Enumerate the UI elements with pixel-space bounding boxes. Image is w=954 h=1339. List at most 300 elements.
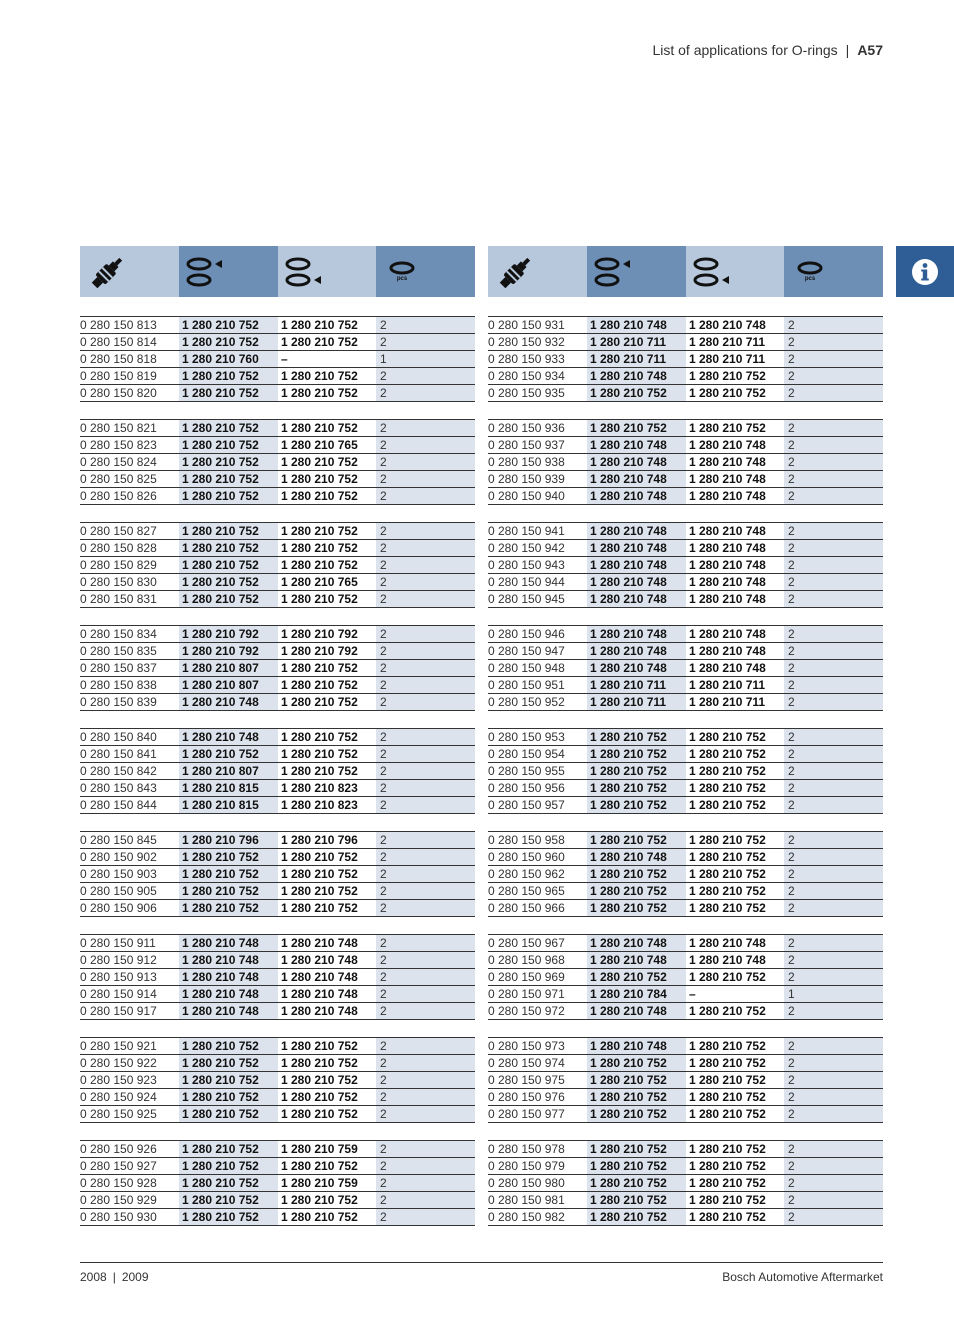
quantity-cell: 2 bbox=[376, 334, 475, 350]
o-ring-bottom-part-cell: 1 280 210 752 bbox=[281, 1056, 358, 1070]
injector-number-cell: 0 280 150 839 bbox=[80, 695, 157, 709]
injector-number-cell: 0 280 150 932 bbox=[488, 335, 565, 349]
application-table-left bbox=[80, 246, 475, 1243]
injector-number-cell: 0 280 150 906 bbox=[80, 901, 157, 915]
o-ring-bottom-part-cell: 1 280 210 752 bbox=[281, 1159, 358, 1173]
table-row bbox=[488, 368, 883, 385]
o-ring-top-part-cell: 1 280 210 752 bbox=[179, 849, 278, 865]
table-row bbox=[488, 797, 883, 814]
table-row bbox=[80, 900, 475, 917]
o-ring-top-part-cell: 1 280 210 752 bbox=[179, 1175, 278, 1191]
table-row bbox=[80, 368, 475, 385]
o-ring-bottom-part-cell: 1 280 210 752 bbox=[281, 489, 358, 503]
header-title: List of applications for O-rings bbox=[652, 42, 838, 58]
table-row bbox=[488, 523, 883, 540]
quantity-cell: 2 bbox=[376, 540, 475, 556]
o-ring-bottom-part-cell: 1 280 210 752 bbox=[689, 1193, 766, 1207]
table-row bbox=[488, 574, 883, 591]
o-ring-bottom-part-cell: 1 280 210 765 bbox=[281, 438, 358, 452]
o-ring-top-part-cell: 1 280 210 752 bbox=[179, 488, 278, 504]
injector-number-cell: 0 280 150 913 bbox=[80, 970, 157, 984]
o-ring-top-part-cell: 1 280 210 752 bbox=[179, 471, 278, 487]
quantity-cell: 2 bbox=[784, 1141, 883, 1157]
row-group bbox=[80, 934, 475, 1020]
injector-icon bbox=[494, 252, 538, 292]
injector-number-cell: 0 280 150 841 bbox=[80, 747, 157, 761]
o-ring-top-part-cell: 1 280 210 815 bbox=[179, 797, 278, 813]
injector-number-cell: 0 280 150 905 bbox=[80, 884, 157, 898]
row-group bbox=[488, 728, 883, 814]
injector-number-cell: 0 280 150 969 bbox=[488, 970, 565, 984]
footer-years bbox=[80, 1270, 149, 1284]
quantity-cell: 2 bbox=[784, 1089, 883, 1105]
table-row bbox=[488, 334, 883, 351]
header-cell-oring-top bbox=[179, 246, 278, 297]
o-ring-top-part-cell: 1 280 210 752 bbox=[587, 1175, 686, 1191]
o-ring-bottom-part-cell: 1 280 210 752 bbox=[689, 1004, 766, 1018]
o-ring-top-part-cell: 1 280 210 752 bbox=[587, 1089, 686, 1105]
quantity-cell: 2 bbox=[376, 832, 475, 848]
o-ring-bottom-part-cell: 1 280 210 796 bbox=[281, 833, 358, 847]
injector-number-cell: 0 280 150 829 bbox=[80, 558, 157, 572]
o-ring-bottom-part-cell: 1 280 210 752 bbox=[689, 781, 766, 795]
o-ring-bottom-part-cell: 1 280 210 748 bbox=[689, 541, 766, 555]
o-ring-top-part-cell: 1 280 210 752 bbox=[179, 1072, 278, 1088]
o-ring-bottom-part-cell: 1 280 210 748 bbox=[689, 627, 766, 641]
o-ring-top-part-cell: 1 280 210 711 bbox=[587, 334, 686, 350]
injector-number-cell: 0 280 150 831 bbox=[80, 592, 157, 606]
o-ring-bottom-part-cell: 1 280 210 752 bbox=[689, 421, 766, 435]
header-cell-oring-bottom bbox=[686, 246, 784, 297]
o-ring-bottom-part-cell: 1 280 210 752 bbox=[281, 747, 358, 761]
injector-number-cell: 0 280 150 921 bbox=[80, 1039, 157, 1053]
footer-publisher: Bosch Automotive Aftermarket bbox=[722, 1270, 883, 1284]
o-ring-top-part-cell: 1 280 210 752 bbox=[587, 797, 686, 813]
o-ring-bottom-part-cell: 1 280 210 748 bbox=[689, 936, 766, 950]
o-ring-top-part-cell: 1 280 210 752 bbox=[179, 1209, 278, 1225]
o-ring-top-part-cell: 1 280 210 748 bbox=[587, 935, 686, 951]
o-ring-top-part-cell: 1 280 210 748 bbox=[179, 952, 278, 968]
pcs-label: pcs bbox=[804, 276, 816, 282]
o-ring-top-part-cell: 1 280 210 752 bbox=[179, 591, 278, 607]
o-ring-bottom-part-cell: 1 280 210 752 bbox=[281, 1090, 358, 1104]
o-ring-bottom-part-cell: 1 280 210 752 bbox=[689, 901, 766, 915]
injector-number-cell: 0 280 150 974 bbox=[488, 1056, 565, 1070]
o-ring-top-part-cell: 1 280 210 748 bbox=[179, 969, 278, 985]
row-group bbox=[80, 316, 475, 402]
quantity-cell: 2 bbox=[784, 574, 883, 590]
quantity-cell: 2 bbox=[376, 523, 475, 539]
o-ring-top-part-cell: 1 280 210 748 bbox=[587, 471, 686, 487]
row-group bbox=[488, 934, 883, 1020]
page-header bbox=[652, 42, 883, 58]
quantity-cell: 2 bbox=[784, 780, 883, 796]
injector-number-cell: 0 280 150 930 bbox=[80, 1210, 157, 1224]
injector-number-cell: 0 280 150 941 bbox=[488, 524, 565, 538]
table-row bbox=[488, 935, 883, 952]
quantity-cell: 2 bbox=[784, 1209, 883, 1225]
injector-number-cell: 0 280 150 942 bbox=[488, 541, 565, 555]
quantity-cell: 2 bbox=[784, 797, 883, 813]
table-row bbox=[80, 523, 475, 540]
table-row bbox=[80, 1055, 475, 1072]
o-ring-top-part-cell: 1 280 210 752 bbox=[587, 1141, 686, 1157]
quantity-cell: 2 bbox=[376, 1055, 475, 1071]
injector-number-cell: 0 280 150 977 bbox=[488, 1107, 565, 1121]
injector-number-cell: 0 280 150 948 bbox=[488, 661, 565, 675]
o-ring-bottom-part-cell: 1 280 210 752 bbox=[281, 421, 358, 435]
injector-number-cell: 0 280 150 951 bbox=[488, 678, 565, 692]
quantity-cell: 2 bbox=[376, 574, 475, 590]
table-row bbox=[488, 1158, 883, 1175]
o-ring-top-part-cell: 1 280 210 752 bbox=[587, 763, 686, 779]
o-ring-bottom-part-cell: 1 280 210 752 bbox=[281, 455, 358, 469]
o-ring-top-part-cell: 1 280 210 752 bbox=[179, 1089, 278, 1105]
injector-number-cell: 0 280 150 972 bbox=[488, 1004, 565, 1018]
o-ring-top-part-cell: 1 280 210 752 bbox=[587, 746, 686, 762]
quantity-cell: 2 bbox=[784, 540, 883, 556]
table-row bbox=[488, 437, 883, 454]
injector-number-cell: 0 280 150 958 bbox=[488, 833, 565, 847]
row-group bbox=[488, 831, 883, 917]
injector-number-cell: 0 280 150 957 bbox=[488, 798, 565, 812]
quantity-cell: 2 bbox=[784, 420, 883, 436]
injector-number-cell: 0 280 150 926 bbox=[80, 1142, 157, 1156]
o-ring-quantity-icon bbox=[796, 261, 824, 275]
injector-number-cell: 0 280 150 973 bbox=[488, 1039, 565, 1053]
quantity-cell: 2 bbox=[376, 454, 475, 470]
injector-number-cell: 0 280 150 931 bbox=[488, 318, 565, 332]
table-row bbox=[488, 1003, 883, 1020]
o-ring-top-part-cell: 1 280 210 748 bbox=[587, 626, 686, 642]
table-row bbox=[488, 694, 883, 711]
table-row bbox=[80, 471, 475, 488]
injector-number-cell: 0 280 150 978 bbox=[488, 1142, 565, 1156]
o-ring-top-part-cell: 1 280 210 784 bbox=[587, 986, 686, 1002]
quantity-cell: 2 bbox=[376, 626, 475, 642]
injector-number-cell: 0 280 150 828 bbox=[80, 541, 157, 555]
o-ring-top-part-cell: 1 280 210 752 bbox=[587, 900, 686, 916]
table-row bbox=[488, 677, 883, 694]
table-row bbox=[80, 866, 475, 883]
table-row bbox=[488, 1141, 883, 1158]
o-ring-bottom-part-cell: – bbox=[281, 352, 288, 366]
injector-number-cell: 0 280 150 837 bbox=[80, 661, 157, 675]
o-ring-top-part-cell: 1 280 210 796 bbox=[179, 832, 278, 848]
table-row bbox=[80, 763, 475, 780]
quantity-cell: 2 bbox=[784, 488, 883, 504]
table-row bbox=[488, 952, 883, 969]
injector-number-cell: 0 280 150 936 bbox=[488, 421, 565, 435]
o-ring-top-part-cell: 1 280 210 752 bbox=[179, 1141, 278, 1157]
table-row bbox=[80, 729, 475, 746]
o-ring-top-part-cell: 1 280 210 752 bbox=[587, 1055, 686, 1071]
quantity-cell: 2 bbox=[784, 523, 883, 539]
quantity-cell: 2 bbox=[376, 797, 475, 813]
row-group bbox=[488, 316, 883, 402]
quantity-cell: 2 bbox=[784, 866, 883, 882]
injector-number-cell: 0 280 150 965 bbox=[488, 884, 565, 898]
quantity-cell: 2 bbox=[376, 591, 475, 607]
quantity-cell: 2 bbox=[376, 643, 475, 659]
header-cell-oring-top bbox=[587, 246, 686, 297]
table-row bbox=[488, 866, 883, 883]
o-ring-bottom-part-cell: 1 280 210 752 bbox=[281, 369, 358, 383]
table-row bbox=[80, 317, 475, 334]
o-ring-top-part-cell: 1 280 210 752 bbox=[587, 1158, 686, 1174]
injector-number-cell: 0 280 150 824 bbox=[80, 455, 157, 469]
pcs-label: pcs bbox=[396, 276, 408, 282]
o-ring-top-part-cell: 1 280 210 752 bbox=[587, 1192, 686, 1208]
o-ring-bottom-part-cell: 1 280 210 748 bbox=[689, 524, 766, 538]
o-ring-top-part-cell: 1 280 210 752 bbox=[179, 1106, 278, 1122]
o-ring-bottom-part-cell: 1 280 210 752 bbox=[689, 747, 766, 761]
injector-number-cell: 0 280 150 980 bbox=[488, 1176, 565, 1190]
quantity-cell: 2 bbox=[376, 849, 475, 865]
table-row bbox=[80, 969, 475, 986]
o-ring-bottom-part-cell: 1 280 210 752 bbox=[689, 884, 766, 898]
quantity-cell: 1 bbox=[784, 986, 883, 1002]
o-ring-bottom-part-cell: 1 280 210 752 bbox=[281, 1039, 358, 1053]
table-row bbox=[80, 849, 475, 866]
footer-rule bbox=[80, 1262, 883, 1263]
o-ring-bottom-part-cell: 1 280 210 752 bbox=[281, 901, 358, 915]
quantity-cell: 2 bbox=[784, 591, 883, 607]
injector-number-cell: 0 280 150 946 bbox=[488, 627, 565, 641]
table-body bbox=[80, 316, 475, 1226]
o-ring-bottom-part-cell: 1 280 210 752 bbox=[689, 1090, 766, 1104]
injector-number-cell: 0 280 150 842 bbox=[80, 764, 157, 778]
table-row bbox=[80, 385, 475, 402]
o-ring-top-part-cell: 1 280 210 752 bbox=[179, 574, 278, 590]
quantity-cell: 2 bbox=[376, 677, 475, 693]
quantity-cell: 2 bbox=[784, 317, 883, 333]
quantity-cell: 2 bbox=[376, 420, 475, 436]
quantity-cell: 2 bbox=[784, 677, 883, 693]
o-ring-pair-top-icon bbox=[185, 254, 229, 290]
o-ring-bottom-part-cell: 1 280 210 759 bbox=[281, 1142, 358, 1156]
o-ring-top-part-cell: 1 280 210 748 bbox=[587, 643, 686, 659]
o-ring-bottom-part-cell: 1 280 210 752 bbox=[689, 1073, 766, 1087]
o-ring-bottom-part-cell: 1 280 210 752 bbox=[689, 833, 766, 847]
table-row bbox=[488, 1038, 883, 1055]
injector-number-cell: 0 280 150 818 bbox=[80, 352, 157, 366]
o-ring-bottom-part-cell: 1 280 210 748 bbox=[689, 558, 766, 572]
table-row bbox=[488, 832, 883, 849]
o-ring-top-part-cell: 1 280 210 752 bbox=[179, 368, 278, 384]
o-ring-bottom-part-cell: 1 280 210 752 bbox=[281, 1073, 358, 1087]
injector-number-cell: 0 280 150 825 bbox=[80, 472, 157, 486]
injector-number-cell: 0 280 150 947 bbox=[488, 644, 565, 658]
quantity-cell: 2 bbox=[784, 729, 883, 745]
o-ring-bottom-part-cell: 1 280 210 752 bbox=[689, 1039, 766, 1053]
o-ring-bottom-part-cell: 1 280 210 752 bbox=[281, 524, 358, 538]
injector-number-cell: 0 280 150 830 bbox=[80, 575, 157, 589]
table-row bbox=[488, 471, 883, 488]
o-ring-bottom-part-cell: 1 280 210 752 bbox=[281, 592, 358, 606]
quantity-cell: 2 bbox=[784, 849, 883, 865]
o-ring-top-part-cell: 1 280 210 752 bbox=[587, 866, 686, 882]
quantity-cell: 2 bbox=[784, 832, 883, 848]
injector-number-cell: 0 280 150 954 bbox=[488, 747, 565, 761]
quantity-cell: 2 bbox=[376, 883, 475, 899]
quantity-cell: 2 bbox=[784, 1158, 883, 1174]
quantity-cell: 2 bbox=[376, 900, 475, 916]
quantity-cell: 2 bbox=[784, 746, 883, 762]
table-row bbox=[488, 1192, 883, 1209]
injector-number-cell: 0 280 150 939 bbox=[488, 472, 565, 486]
quantity-cell: 2 bbox=[784, 763, 883, 779]
o-ring-top-part-cell: 1 280 210 752 bbox=[179, 334, 278, 350]
row-group bbox=[80, 625, 475, 711]
o-ring-bottom-part-cell: 1 280 210 711 bbox=[689, 678, 766, 692]
injector-number-cell: 0 280 150 979 bbox=[488, 1159, 565, 1173]
o-ring-top-part-cell: 1 280 210 807 bbox=[179, 660, 278, 676]
quantity-header bbox=[388, 261, 416, 282]
row-group bbox=[488, 1037, 883, 1123]
quantity-cell: 2 bbox=[376, 1038, 475, 1054]
o-ring-bottom-part-cell: 1 280 210 752 bbox=[689, 369, 766, 383]
o-ring-top-part-cell: 1 280 210 752 bbox=[179, 1038, 278, 1054]
table-row bbox=[80, 420, 475, 437]
quantity-cell: 2 bbox=[784, 557, 883, 573]
quantity-cell: 2 bbox=[784, 471, 883, 487]
o-ring-bottom-part-cell: 1 280 210 752 bbox=[689, 1210, 766, 1224]
table-row bbox=[80, 1089, 475, 1106]
o-ring-bottom-part-cell: 1 280 210 748 bbox=[689, 592, 766, 606]
quantity-cell: 2 bbox=[784, 1072, 883, 1088]
o-ring-top-part-cell: 1 280 210 752 bbox=[587, 832, 686, 848]
o-ring-bottom-part-cell: 1 280 210 748 bbox=[689, 644, 766, 658]
o-ring-bottom-part-cell: 1 280 210 752 bbox=[281, 867, 358, 881]
injector-number-cell: 0 280 150 976 bbox=[488, 1090, 565, 1104]
table-row bbox=[80, 1003, 475, 1020]
o-ring-bottom-part-cell: 1 280 210 752 bbox=[281, 850, 358, 864]
injector-number-cell: 0 280 150 960 bbox=[488, 850, 565, 864]
o-ring-bottom-part-cell: 1 280 210 752 bbox=[689, 1176, 766, 1190]
quantity-cell: 2 bbox=[376, 935, 475, 951]
table-row bbox=[488, 986, 883, 1003]
injector-number-cell: 0 280 150 975 bbox=[488, 1073, 565, 1087]
o-ring-bottom-part-cell: 1 280 210 748 bbox=[689, 661, 766, 675]
table-row bbox=[488, 1175, 883, 1192]
injector-number-cell: 0 280 150 820 bbox=[80, 386, 157, 400]
injector-number-cell: 0 280 150 955 bbox=[488, 764, 565, 778]
header-cell-quantity bbox=[376, 246, 475, 297]
o-ring-bottom-part-cell: 1 280 210 748 bbox=[689, 318, 766, 332]
table-row bbox=[488, 626, 883, 643]
o-ring-bottom-part-cell: 1 280 210 752 bbox=[689, 1159, 766, 1173]
table-row bbox=[80, 1106, 475, 1123]
quantity-cell: 2 bbox=[376, 694, 475, 710]
o-ring-bottom-part-cell: 1 280 210 823 bbox=[281, 781, 358, 795]
injector-number-cell: 0 280 150 834 bbox=[80, 627, 157, 641]
o-ring-top-part-cell: 1 280 210 807 bbox=[179, 677, 278, 693]
table-row bbox=[488, 454, 883, 471]
table-row bbox=[80, 454, 475, 471]
injector-number-cell: 0 280 150 967 bbox=[488, 936, 565, 950]
o-ring-bottom-part-cell: 1 280 210 752 bbox=[689, 1107, 766, 1121]
quantity-cell: 2 bbox=[376, 969, 475, 985]
table-row bbox=[488, 540, 883, 557]
o-ring-top-part-cell: 1 280 210 752 bbox=[179, 540, 278, 556]
table-row bbox=[80, 351, 475, 368]
table-row bbox=[80, 746, 475, 763]
quantity-cell: 2 bbox=[784, 626, 883, 642]
o-ring-bottom-part-cell: 1 280 210 752 bbox=[281, 1210, 358, 1224]
quantity-cell: 2 bbox=[376, 1141, 475, 1157]
quantity-cell: 2 bbox=[376, 1192, 475, 1208]
quantity-cell: 2 bbox=[376, 1003, 475, 1019]
quantity-cell: 1 bbox=[376, 351, 475, 367]
o-ring-top-part-cell: 1 280 210 748 bbox=[587, 574, 686, 590]
quantity-cell: 2 bbox=[784, 351, 883, 367]
o-ring-top-part-cell: 1 280 210 748 bbox=[587, 368, 686, 384]
o-ring-top-part-cell: 1 280 210 748 bbox=[587, 1038, 686, 1054]
table-row bbox=[80, 1038, 475, 1055]
o-ring-top-part-cell: 1 280 210 752 bbox=[587, 1106, 686, 1122]
table-row bbox=[488, 643, 883, 660]
o-ring-top-part-cell: 1 280 210 752 bbox=[179, 317, 278, 333]
o-ring-top-part-cell: 1 280 210 748 bbox=[587, 523, 686, 539]
o-ring-bottom-part-cell: 1 280 210 752 bbox=[689, 1142, 766, 1156]
table-row bbox=[488, 557, 883, 574]
injector-number-cell: 0 280 150 982 bbox=[488, 1210, 565, 1224]
o-ring-bottom-part-cell: 1 280 210 711 bbox=[689, 352, 766, 366]
row-group bbox=[488, 419, 883, 505]
o-ring-bottom-part-cell: 1 280 210 748 bbox=[689, 455, 766, 469]
quantity-cell: 2 bbox=[376, 1106, 475, 1122]
injector-number-cell: 0 280 150 903 bbox=[80, 867, 157, 881]
o-ring-top-part-cell: 1 280 210 748 bbox=[587, 1003, 686, 1019]
quantity-cell: 2 bbox=[376, 729, 475, 745]
table-row bbox=[80, 643, 475, 660]
table-row bbox=[80, 1072, 475, 1089]
injector-number-cell: 0 280 150 835 bbox=[80, 644, 157, 658]
o-ring-top-part-cell: 1 280 210 752 bbox=[179, 385, 278, 401]
o-ring-bottom-part-cell: 1 280 210 748 bbox=[689, 438, 766, 452]
injector-number-cell: 0 280 150 938 bbox=[488, 455, 565, 469]
o-ring-bottom-part-cell: 1 280 210 748 bbox=[281, 953, 358, 967]
o-ring-bottom-part-cell: 1 280 210 752 bbox=[689, 1056, 766, 1070]
injector-number-cell: 0 280 150 935 bbox=[488, 386, 565, 400]
quantity-cell: 2 bbox=[376, 488, 475, 504]
o-ring-top-part-cell: 1 280 210 752 bbox=[179, 1158, 278, 1174]
page-number: A57 bbox=[857, 42, 883, 58]
table-row bbox=[80, 488, 475, 505]
o-ring-pair-bottom-icon bbox=[284, 254, 328, 290]
injector-icon bbox=[86, 252, 130, 292]
row-group bbox=[488, 625, 883, 711]
quantity-cell: 2 bbox=[784, 454, 883, 470]
header-cell-oring-bottom bbox=[278, 246, 376, 297]
o-ring-top-part-cell: 1 280 210 748 bbox=[587, 557, 686, 573]
quantity-cell: 2 bbox=[376, 317, 475, 333]
table-row bbox=[80, 694, 475, 711]
quantity-cell: 2 bbox=[784, 1175, 883, 1191]
table-row bbox=[488, 900, 883, 917]
injector-number-cell: 0 280 150 956 bbox=[488, 781, 565, 795]
injector-number-cell: 0 280 150 844 bbox=[80, 798, 157, 812]
injector-number-cell: 0 280 150 912 bbox=[80, 953, 157, 967]
injector-number-cell: 0 280 150 929 bbox=[80, 1193, 157, 1207]
o-ring-bottom-part-cell: 1 280 210 752 bbox=[281, 386, 358, 400]
o-ring-top-part-cell: 1 280 210 748 bbox=[587, 454, 686, 470]
o-ring-bottom-part-cell: 1 280 210 752 bbox=[281, 884, 358, 898]
table-row bbox=[80, 1141, 475, 1158]
o-ring-top-part-cell: 1 280 210 815 bbox=[179, 780, 278, 796]
o-ring-top-part-cell: 1 280 210 748 bbox=[179, 694, 278, 710]
